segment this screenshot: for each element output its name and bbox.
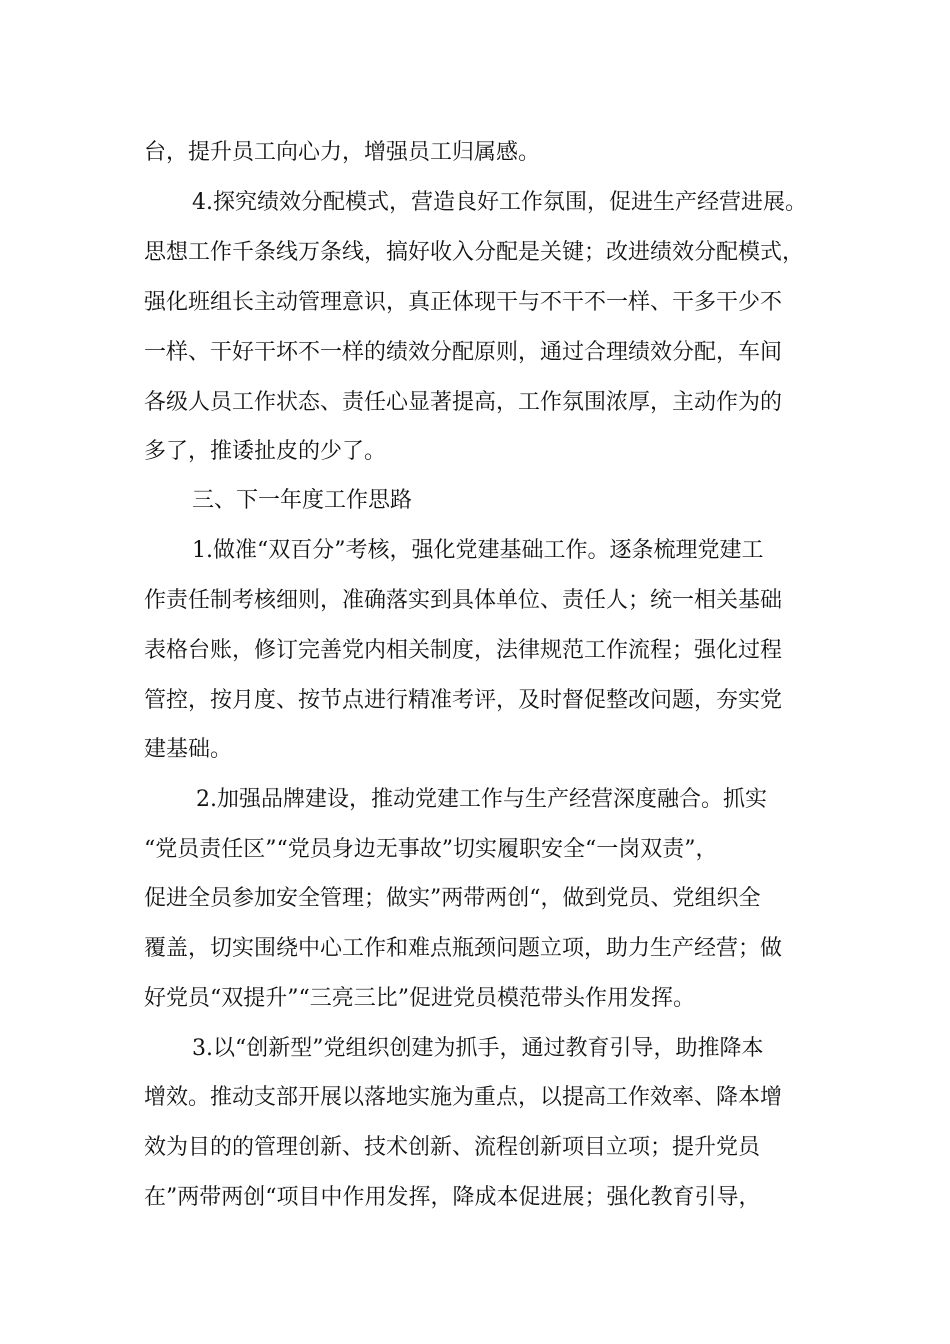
paragraph-line: 思想工作千条线万条线，搞好收入分配是关键；改进绩效分配模式， xyxy=(144,240,805,265)
paragraph-line: 好党员“双提升”“三亮三比”促进党员模范带头作用发挥。 xyxy=(144,986,695,1011)
section-heading: 三、下一年度工作思路 xyxy=(192,488,413,513)
paragraph-line: 表格台账，修订完善党内相关制度，法律规范工作流程；强化过程 xyxy=(144,638,783,663)
paragraph-line: 一样、干好干坏不一样的绩效分配原则，通过合理绩效分配，车间 xyxy=(144,340,783,365)
paragraph-line: 3.以“创新型”党组织创建为抓手，通过教育引导，助推降本 xyxy=(192,1036,764,1061)
paragraph-line: 作责任制考核细则，准确落实到具体单位、责任人；统一相关基础 xyxy=(144,588,783,613)
paragraph-line: 2.加强品牌建设，推动党建工作与生产经营深度融合。抓实 xyxy=(196,787,767,812)
paragraph-line: 1.做准“双百分”考核，强化党建基础工作。逐条梳理党建工 xyxy=(192,538,764,563)
paragraph-line: 各级人员工作状态、责任心显著提高，工作氛围浓厚，主动作为的 xyxy=(144,390,783,415)
paragraph-line: 强化班组长主动管理意识，真正体现干与不干不一样、干多干少不 xyxy=(144,290,783,315)
paragraph-line: 台，提升员工向心力，增强员工归属感。 xyxy=(144,140,541,165)
paragraph-line: 促进全员参加安全管理；做实”两带两创“，做到党员、党组织全 xyxy=(144,886,761,911)
paragraph-line: 增效。推动支部开展以落地实施为重点，以提高工作效率、降本增 xyxy=(144,1085,783,1110)
paragraph-line: 建基础。 xyxy=(144,737,233,762)
paragraph-line: 在”两带两创“项目中作用发挥，降成本促进展；强化教育引导， xyxy=(144,1185,761,1210)
paragraph-line: 4.探究绩效分配模式，营造良好工作氛围，促进生产经营进展。 xyxy=(192,190,807,215)
paragraph-line: 多了，推诿扯皮的少了。 xyxy=(144,439,387,464)
paragraph-line: “党员责任区”“党员身边无事故”切实履职安全“一岗双责”， xyxy=(144,837,718,862)
paragraph-line: 覆盖，切实围绕中心工作和难点瓶颈问题立项，助力生产经营；做 xyxy=(144,936,783,961)
paragraph-line: 效为目的的管理创新、技术创新、流程创新项目立项；提升党员 xyxy=(144,1135,761,1160)
paragraph-line: 管控，按月度、按节点进行精准考评，及时督促整改问题，夯实党 xyxy=(144,688,783,713)
